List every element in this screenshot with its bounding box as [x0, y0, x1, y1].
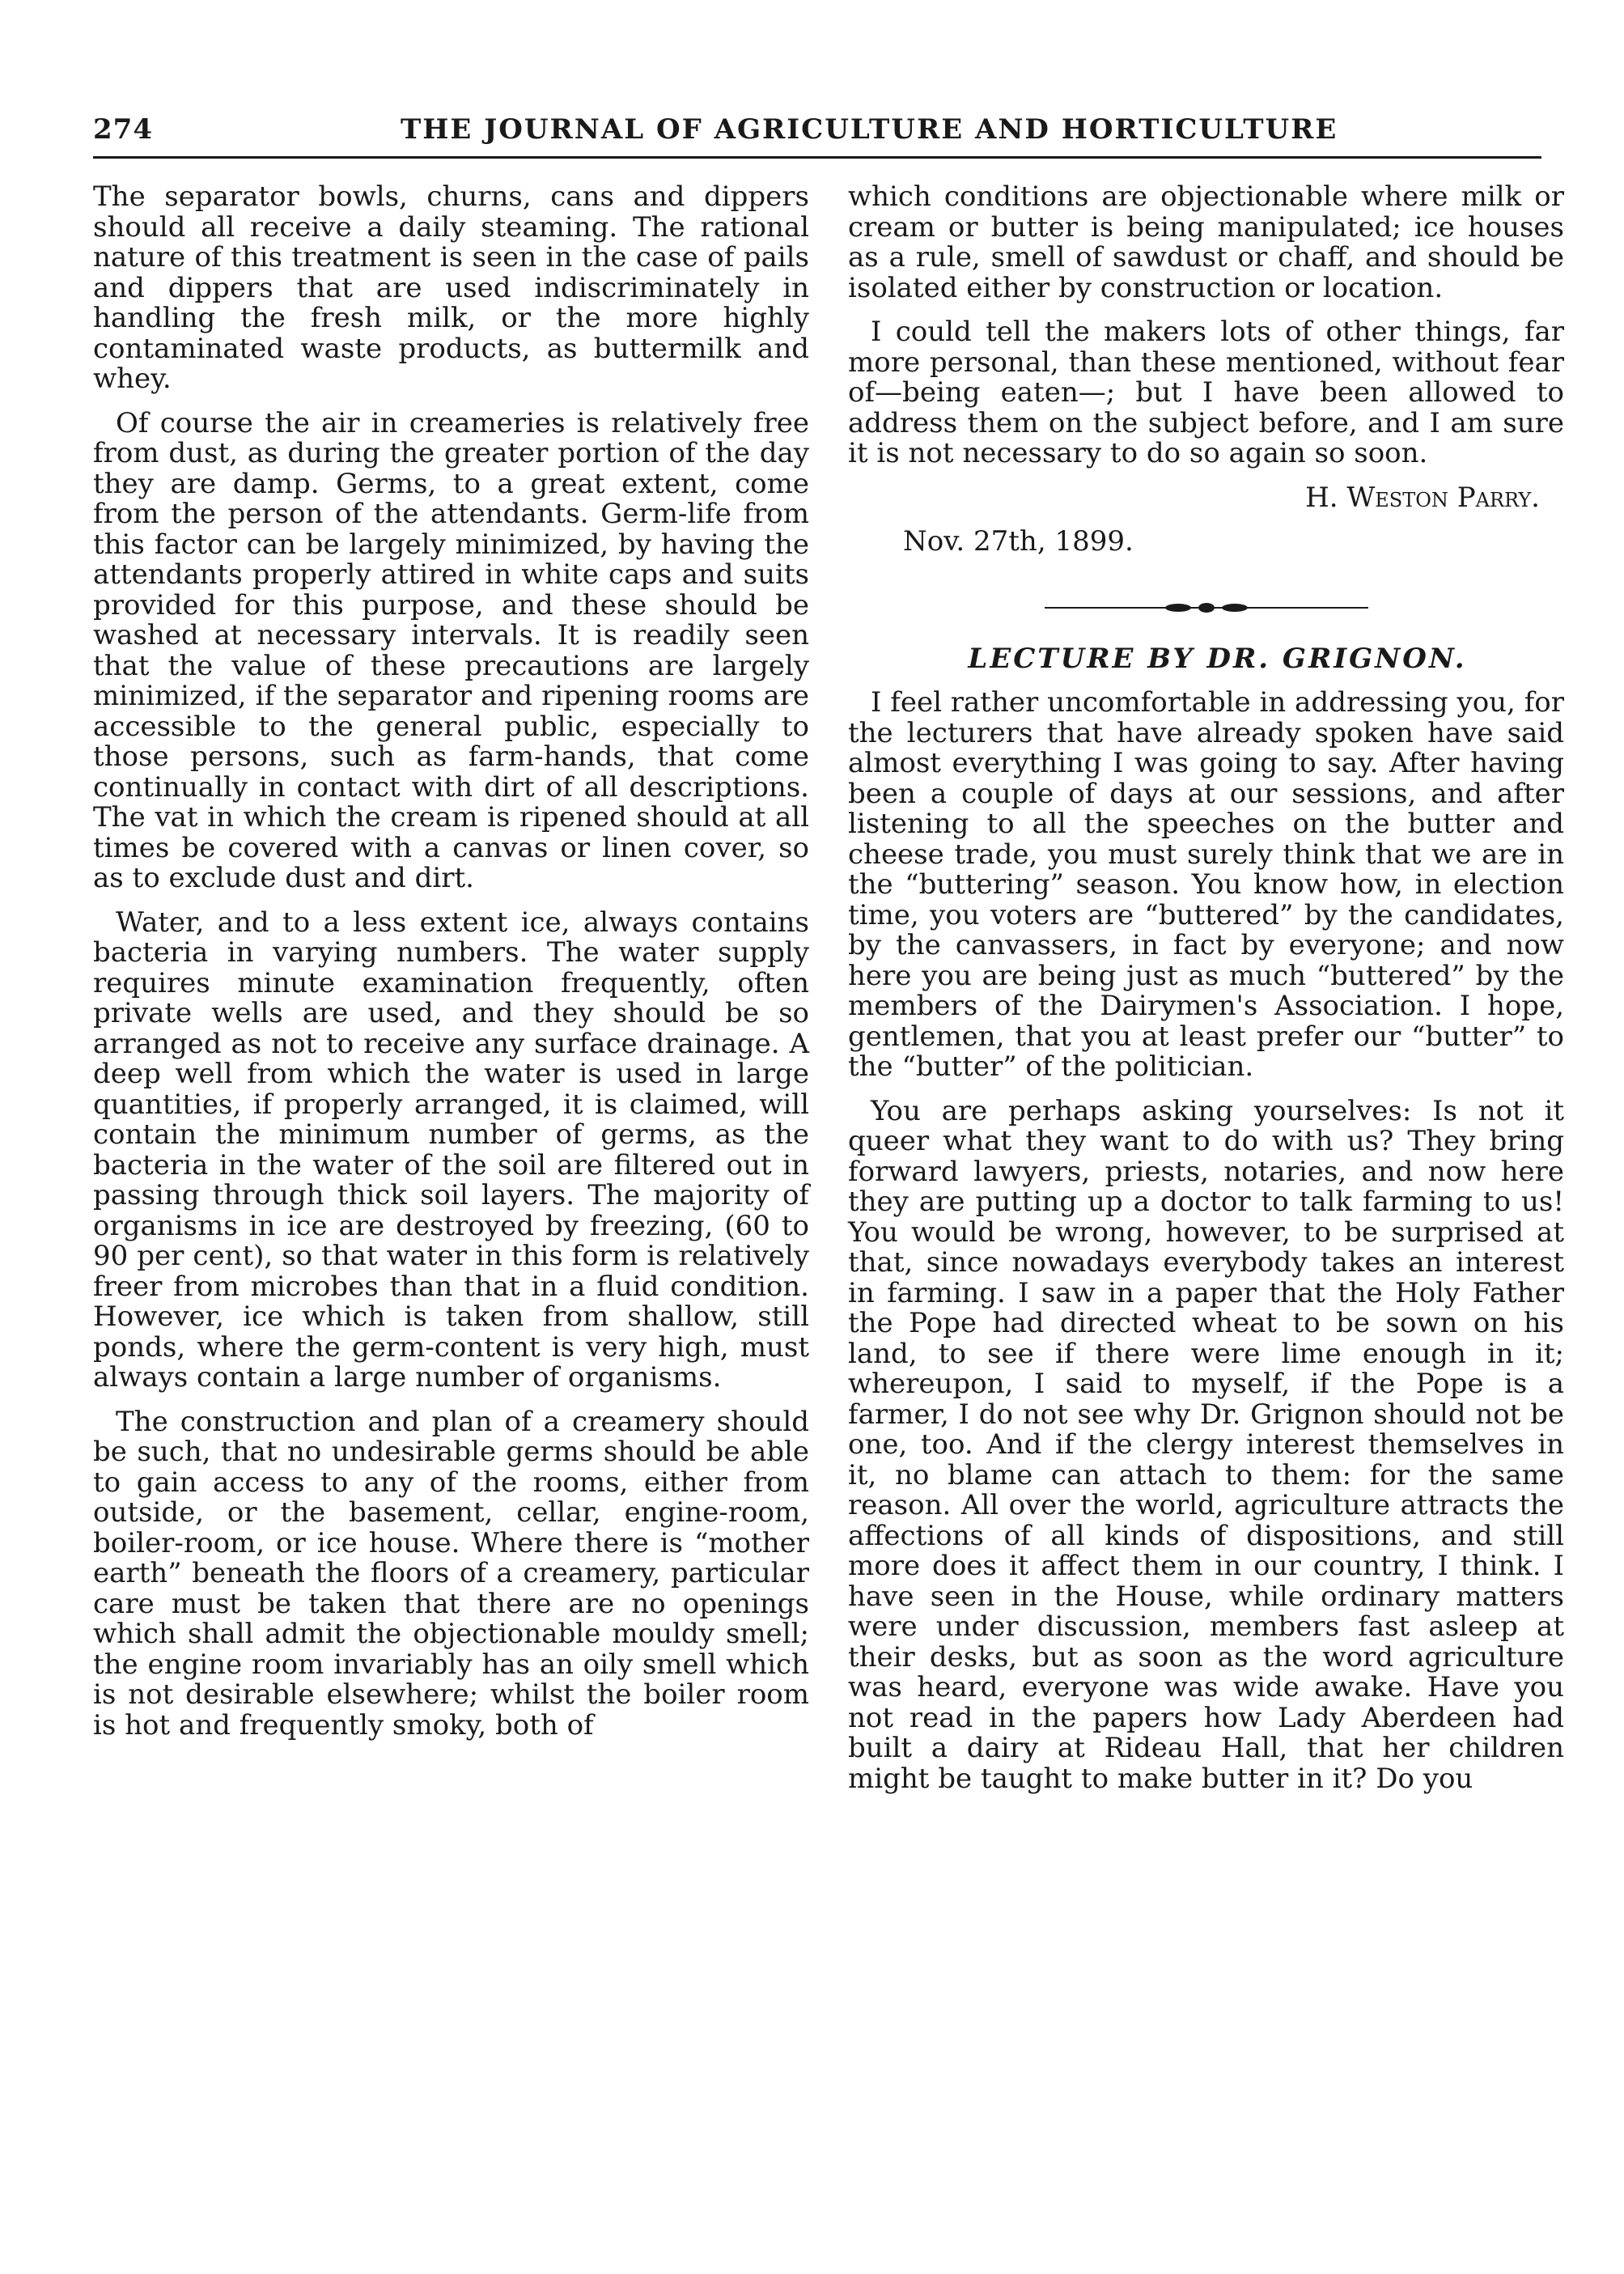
paragraph: You are perhaps asking yourselves: Is not it queer what they want to do with us? They bring forward lawyers, priests, notaries, and now here they are putting up a doctor to talk farming to us! You would be wrong, however, to be surprised at that, since nowadays everybody takes an interest in farming. I saw in a paper that the Holy Father the Pope had directed wheat to be sown on his land, to see if there were lime enough in it; whereupon, I said to myself, if the Pope is a farmer, I do not see why Dr. Grignon should not be one, too. And if the clergy interest themselves in it, no blame can attach to them: for the same reason. All over the world, agriculture attracts the affections of all kinds of dispositions, and still more does it affect them in our country, I think. I have seen in the House, while ordinary matters were under discussion, members fast asleep at their desks, but as soon as the word agriculture was heard, everyone was wide awake. Have you not read in the papers how Lady Aberdeen had built a dairy at Rideau Hall, that her children might be taught to make butter in it? Do you — [848, 1094, 1564, 1795]
paragraph: I could tell the makers lots of other things, far more personal, than these mentioned, without fear of—being eaten—; but I have been allowed to address them on the subject before, and I am sure it is not necessary to do so again so soon. — [848, 316, 1564, 469]
running-title: THE JOURNAL OF AGRICULTURE AND HORTICULTURE — [401, 113, 1338, 146]
right-column — [848, 182, 1564, 1808]
page-header — [93, 107, 1541, 155]
paragraph: Of course the air in creameries is relatively free from dust, as during the greater portion of the day they are damp. Germs, to a great extent, come from the person of the attendants. Germ-life from this factor can be largely minimized, by having the attendants properly attired in white caps and suits provided for this purpose, and these should be washed at necessary intervals. It is readily seen that the value of these precautions are largely minimized, if the separator and ripening rooms are accessible to the general public, especially to those persons, such as farm-hands, that come continually in contact with dirt of all descriptions. The vat in which the cream is ripened should at all times be covered with a canvas or linen cover, so as to exclude dust and dirt. — [93, 406, 809, 894]
paragraph: which conditions are objectionable where milk or cream or butter is being manipulated; ice houses as a rule, smell of sawdust or chaff, and should be isolated either by construction or location. — [848, 180, 1564, 304]
dateline: Nov. 27th, 1899. — [903, 525, 1134, 558]
divider-flourish-icon — [1037, 600, 1376, 616]
header-rule — [93, 156, 1541, 159]
left-column — [93, 182, 809, 1754]
paragraph: The construction and plan of a creamery should be such, that no undesirable germs should be able to gain access to any of the rooms, either from outside, or the basement, cellar, engine-room, boiler-room, or ice house. Where there is “mother earth” beneath the floors of a creamery, particular care must be taken that there are no openings which shall admit the objectionable mouldy smell; the engine room invariably has an oily smell which is not desirable elsewhere; whilst the boiler room is hot and frequently smoky, both of — [93, 1405, 809, 1742]
paragraph: I feel rather uncomfortable in addressing you, for the lecturers that have already spoken have said almost everything I was going to say. After having been a couple of days at our sessions, and after listening to all the speeches on the butter and cheese trade, you must surely think that we are in the “buttering” season. You know how, in election time, you voters are “buttered” by the candidates, by the canvassers, in fact by everyone; and now here you are being just as much “buttered” by the members of the Dairymen's Association. I hope, gentlemen, that you at least prefer our “butter” to the “butter” of the politician. — [848, 686, 1564, 1083]
section-title: LECTURE BY DR. GRIGNON. — [968, 642, 1467, 675]
paragraph: Water, and to a less extent ice, always contains bacteria in varying numbers. The water supply requires minute examination frequently, often private wells are used, and they should be so arranged as not to receive any surface drainage. A deep well from which the water is used in large quantities, if properly arranged, it is claimed, will contain the minimum number of germs, as the bacteria in the water of the soil are filtered out in passing through thick soil layers. The majority of organisms in ice are destroyed by freezing, (60 to 90 per cent), so that water in this form is relatively freer from microbes than that in a fluid condition. However, ice which is taken from shallow, still ponds, where the germ-content is very high, must always contain a large number of organisms. — [93, 906, 809, 1394]
section-divider-ornament — [848, 571, 1564, 644]
author-signature: H. Weston Parry. — [1305, 481, 1540, 514]
page-number: 274 — [93, 113, 153, 146]
paragraph: The separator bowls, churns, cans and dippers should all receive a daily steaming. The rational nature of this treatment is seen in the case of pails and dippers that are used indiscriminately in handling the fresh milk, or the more highly contaminated waste products, as buttermilk and whey. — [93, 180, 809, 395]
